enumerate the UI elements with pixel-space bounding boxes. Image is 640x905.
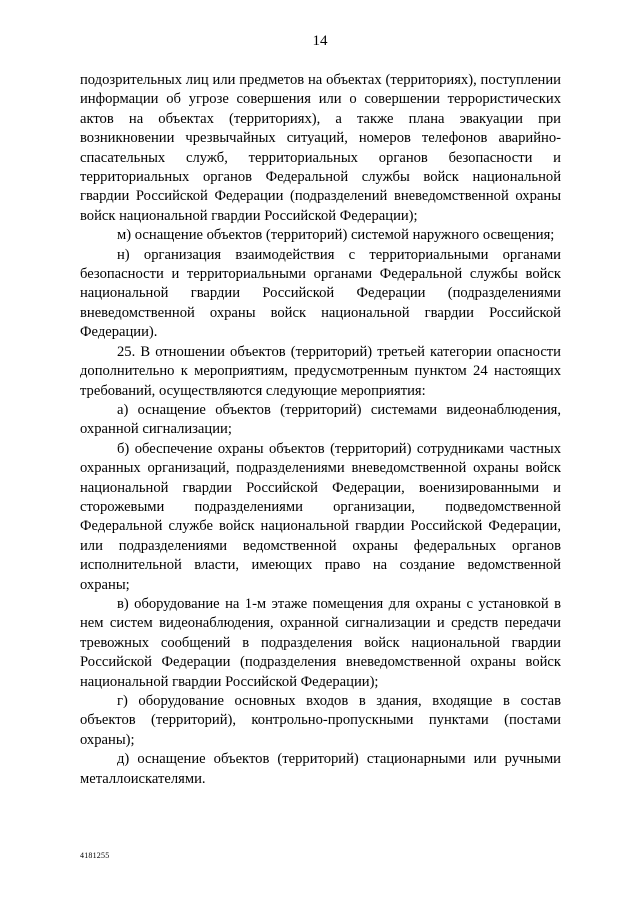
- paragraph-item-b: б) обеспечение охраны объектов (территорий) сотрудниками частных охранных организаций, подразделениями вневедомственной охраны войск национальной гвардии Российской Федерации, военизированными и сторожевыми подразделениями организации, подведомственной Федеральной службе войск национальной гвардии Российской Федерации, или подразделениями ведомственной охраны федеральных органов исполнительной власти, имеющих право на создание ведомственной охраны;: [80, 440, 561, 593]
- paragraph-continuation: подозрительных лиц или предметов на объектах (территориях), поступлении информации об угрозе совершения или о совершении террористических актов на объектах (территориях), а также плана эвакуации при возникновении чрезвычайных ситуаций, номеров телефонов аварийно-спасательных служб, территориальных органов безопасности и территориальных органов Федеральной службы войск национальной гвардии Российской Федерации (подразделений вневедомственной охраны войск национальной гвардии Российской Федерации);: [80, 72, 561, 224]
- paragraph-section-25: 25. В отношении объектов (территорий) третьей категории опасности дополнительно к мероприятиям, предусмотренным пунктом 24 настоящих требований, осуществляются следующие мероприятия:: [80, 343, 561, 399]
- paragraph-item-n: н) организация взаимодействия с территориальными органами безопасности и территориальными органами Федеральной службы войск национальной гвардии Российской Федерации (подразделениями вневедомственной охраны войск национальной гвардии Российской Федерации).: [80, 246, 561, 341]
- page-number: 14: [312, 33, 328, 49]
- paragraph-item-v: в) оборудование на 1-м этаже помещения для охраны с установкой в нем систем видеонаблюдения, охранной сигнализации и средств передачи тревожных сообщений в подразделения войск национальной гвардии Российской Федерации (подразделения вневедомственной охраны войск национальной гвардии Российской Федерации);: [80, 595, 561, 690]
- document-code: 4181255: [80, 851, 110, 860]
- paragraph-item-a: а) оснащение объектов (территорий) системами видеонаблюдения, охранной сигнализации;: [80, 401, 561, 438]
- document-body: [80, 71, 561, 789]
- paragraph-item-m: м) оснащение объектов (территорий) системой наружного освещения;: [117, 227, 555, 244]
- paragraph-item-g: г) оборудование основных входов в здания, входящие в состав объектов (территорий), контрольно-пропускными пунктами (постами охраны);: [80, 693, 561, 748]
- paragraph-item-d: д) оснащение объектов (территорий) стационарными или ручными металлоискателями.: [80, 751, 561, 787]
